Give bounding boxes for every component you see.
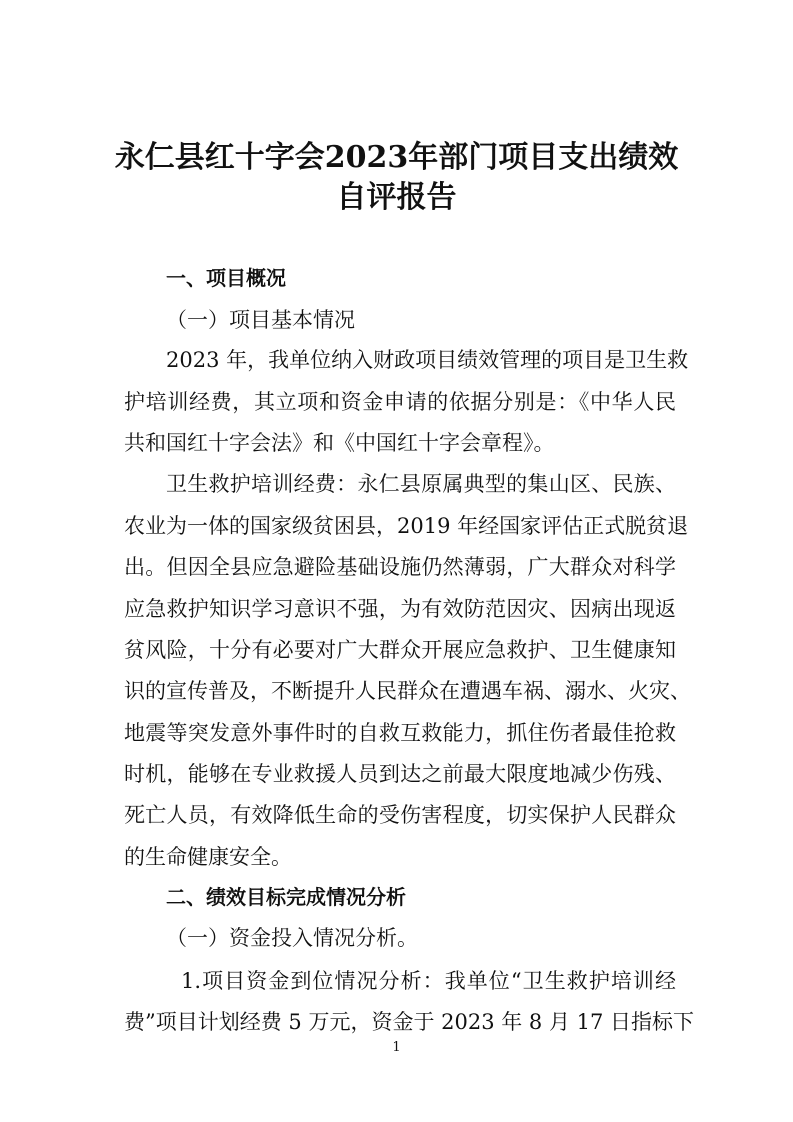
paragraph-line: 时机，能够在专业救援人员到达之前最大限度地减少伤残、 bbox=[124, 762, 676, 786]
paragraph-line: 贫风险，十分有必要对广大群众开展应急救护、卫生健康知 bbox=[124, 638, 676, 662]
section-2-heading: 二、绩效目标完成情况分析 bbox=[166, 885, 406, 909]
paragraph-line: 费”项目计划经费 5 万元，资金于 2023 年 8 月 17 日指标下 bbox=[124, 1010, 695, 1034]
document-title-line-2: 自评报告 bbox=[336, 180, 457, 215]
paragraph-line: 卫生救护培训经费：永仁县原属典型的集山区、民族、 bbox=[166, 472, 676, 496]
paragraph-line: 2023 年，我单位纳入财政项目绩效管理的项目是卫生救 bbox=[166, 348, 689, 372]
paragraph-line: 的生命健康安全。 bbox=[124, 845, 292, 869]
paragraph-line: 死亡人员，有效降低生命的受伤害程度，切实保护人民群众 bbox=[124, 803, 676, 827]
paragraph-line: 1.项目资金到位情况分析：我单位“卫生救护培训经 bbox=[181, 969, 676, 993]
paragraph-line: 识的宣传普及，不断提升人民群众在遭遇车祸、溺水、火灾、 bbox=[124, 679, 691, 703]
paragraph-line: 应急救护知识学习意识不强，为有效防范因灾、因病出现返 bbox=[124, 597, 676, 621]
section-2-subheading: （一）资金投入情况分析。 bbox=[166, 926, 418, 950]
paragraph-line: 共和国红十字会法》和《中国红十字会章程》。 bbox=[124, 431, 555, 455]
document-title-line-1: 永仁县红十字会2023年部门项目支出绩效 bbox=[114, 140, 679, 175]
paragraph-line: 出。但因全县应急避险基础设施仍然薄弱，广大群众对科学 bbox=[124, 555, 676, 579]
section-1-subheading: （一）项目基本情况 bbox=[166, 308, 355, 332]
paragraph-line: 农业为一体的国家级贫困县，2019 年经国家评估正式脱贫退 bbox=[124, 514, 689, 538]
section-1-heading: 一、项目概况 bbox=[166, 266, 286, 290]
paragraph-line: 护培训经费，其立项和资金申请的依据分别是：《中华人民 bbox=[124, 390, 676, 414]
paragraph-line: 地震等突发意外事件时的自救互救能力，抓住伤者最佳抢救 bbox=[124, 721, 676, 745]
page-number: 1 bbox=[392, 1040, 401, 1055]
